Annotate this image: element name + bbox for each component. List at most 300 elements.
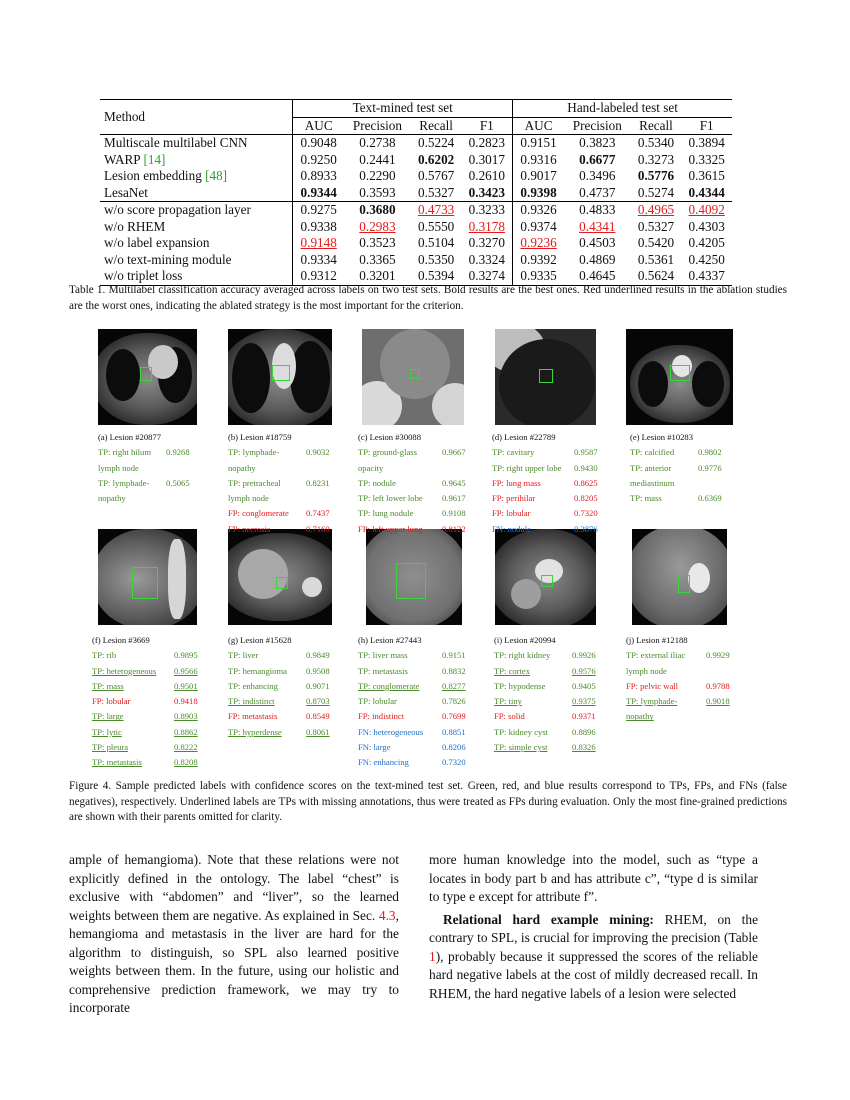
confidence-score: 0.8903 — [174, 711, 198, 722]
metric-header: AUC — [293, 117, 344, 135]
table-cell: 0.2610 — [468, 168, 505, 183]
confidence-score: 0.9501 — [174, 680, 198, 691]
table-cell: 0.3680 — [359, 202, 396, 217]
label-text: TP: metastasis — [92, 757, 142, 768]
predicted-label — [358, 491, 470, 506]
table-cell: 0.5327 — [637, 218, 675, 234]
lesion-box-c — [410, 369, 420, 379]
confidence-score: 0.9418 — [174, 696, 198, 707]
table-row — [100, 252, 732, 269]
panel-title: (e) Lesion #10283 — [630, 432, 694, 442]
table-cell: 0.3894 — [688, 135, 725, 150]
panel-title: (d) Lesion #22789 — [492, 432, 556, 442]
label-text: TP: lymphade- — [98, 477, 150, 488]
ct-image-f — [98, 529, 197, 625]
confidence-score: 0.7320 — [574, 508, 598, 519]
panel-title: (f) Lesion #3669 — [92, 635, 150, 645]
method-name: LesaNet — [104, 184, 148, 200]
confidence-score: 0.9032 — [306, 447, 330, 458]
ct-image-a — [98, 329, 197, 425]
predicted-label — [358, 679, 474, 694]
confidence-score: 0.8061 — [306, 726, 330, 737]
metric-header: F1 — [479, 117, 494, 133]
confidence-score: 0.9071 — [306, 680, 330, 691]
table-cell: 0.9398 — [520, 184, 557, 200]
table-cell: 0.3823 — [579, 135, 616, 150]
table-row — [100, 168, 732, 185]
table-cell: 0.3615 — [688, 168, 725, 183]
predicted-label — [492, 461, 604, 476]
table-cell: 0.4337 — [688, 268, 725, 283]
label-text: TP: lytic — [92, 726, 122, 737]
ct-image-i — [495, 529, 596, 625]
confidence-score: 0.9375 — [572, 696, 596, 707]
confidence-score: 0.9926 — [572, 650, 596, 661]
predicted-label — [98, 461, 200, 476]
panel-d-labels — [492, 430, 604, 537]
confidence-score: 0.8205 — [574, 493, 598, 504]
confidence-score: 0.8277 — [442, 680, 466, 691]
label-text: nopathy — [98, 493, 126, 504]
table-cell: 0.4503 — [579, 235, 616, 250]
label-text: TP: mass — [630, 493, 662, 504]
table-cell: 0.5104 — [417, 235, 455, 250]
confidence-score: 0.7437 — [306, 508, 330, 519]
confidence-score: 0.9405 — [572, 680, 596, 691]
label-text: lymph node — [98, 462, 139, 473]
predicted-label — [228, 522, 334, 537]
metric-header: Recall — [639, 117, 673, 133]
table-cell: 0.3178 — [468, 218, 505, 234]
table-cell: 0.9275 — [300, 202, 337, 217]
method-name: w/o score propagation layer — [100, 202, 293, 219]
confidence-score: 0.7826 — [442, 696, 466, 707]
table-cell: 0.5420 — [637, 235, 675, 250]
label-text: FP: necrosis — [228, 523, 271, 534]
label-text: TP: indistinct — [228, 696, 275, 707]
group-header-text-mined: Text-mined test set — [293, 100, 513, 118]
confidence-score: 0.9617 — [442, 493, 466, 504]
predicted-label — [228, 506, 334, 521]
confidence-score: 0.9667 — [442, 447, 466, 458]
table-cell: 0.2738 — [359, 135, 396, 150]
table-cell: 0.9334 — [300, 251, 337, 267]
table-cell: 0.4965 — [637, 202, 675, 217]
lesion-box-d — [539, 369, 553, 383]
paragraph-right-1: more human knowledge into the model, such as “type a locates in body part b and has attribute c”, “type d is similar to type e except for attribute f”. — [429, 852, 758, 904]
predicted-label — [494, 694, 604, 709]
body-column-left — [69, 851, 399, 1018]
section-ref-link[interactable]: 4.3 — [378, 907, 396, 923]
confidence-score: 0.9108 — [442, 508, 466, 519]
confidence-score: 0.9151 — [442, 650, 466, 661]
table-row — [100, 219, 732, 236]
label-text: opacity — [358, 462, 384, 473]
table-cell: 0.4303 — [688, 218, 725, 234]
predicted-label — [228, 725, 336, 740]
predicted-label — [228, 445, 334, 460]
lesion-box-i — [541, 575, 553, 587]
table-cell: 0.3233 — [468, 202, 505, 217]
predicted-label — [492, 476, 604, 491]
label-text: TP: pleura — [92, 742, 129, 753]
table-cell: 0.4092 — [688, 202, 725, 217]
table-cell: 0.6202 — [417, 151, 455, 167]
label-text: TP: calcified — [630, 447, 675, 458]
predicted-label — [358, 709, 474, 724]
table-cell: 0.6677 — [579, 151, 616, 167]
confidence-score: 0.9929 — [706, 650, 730, 661]
table-cell: 0.5776 — [637, 168, 675, 183]
table-cell: 0.2983 — [359, 218, 396, 234]
table-cell: 0.3274 — [468, 268, 505, 283]
predicted-label — [92, 725, 206, 740]
table-cell: 0.4250 — [688, 251, 725, 267]
predicted-label — [626, 709, 738, 724]
ct-image-j — [632, 529, 727, 625]
table-cell: 0.9250 — [300, 151, 337, 167]
table-cell: 0.3017 — [468, 151, 505, 167]
label-text: TP: right kidney — [494, 650, 551, 661]
table-cell: 0.9374 — [520, 218, 557, 234]
label-text: FN: large — [358, 742, 391, 753]
label-text: FP: lobular — [492, 508, 531, 519]
predicted-label — [626, 648, 738, 663]
table-cell: 0.5767 — [417, 168, 455, 183]
text-run: , hemangioma and metastasis in the liver are hard for the algorithm to distinguish, so SPL also learned positive weights between them. In the future, using our holistic and comprehensive prediction framework, we may try to incorporate — [69, 907, 399, 1015]
predicted-label — [228, 679, 336, 694]
ct-image-d — [495, 329, 596, 425]
table-ref-link[interactable]: 1 — [429, 948, 436, 964]
panel-j-labels — [626, 633, 738, 725]
text-run: ample of hemangioma). Note that these relations were not explicitly defined in the ontology. The label “chest” is exclusive with “abdomen” and “liver”, so the learned weights between them are negative. As explained in Sec. — [69, 852, 399, 923]
confidence-score: 0.8222 — [174, 742, 198, 753]
label-text: FN: enhancing — [358, 757, 409, 768]
panel-title: (j) Lesion #12188 — [626, 635, 688, 645]
table-cell: 0.9151 — [520, 135, 557, 150]
table-cell: 0.2290 — [359, 168, 396, 183]
label-text: TP: heterogeneous — [92, 665, 157, 676]
label-text: FN: nodule — [492, 523, 531, 534]
table-cell: 0.3523 — [359, 235, 396, 250]
predicted-label — [494, 664, 604, 679]
confidence-score: 0.7160 — [306, 523, 330, 534]
label-text: nopathy — [228, 462, 256, 473]
predicted-label — [358, 476, 470, 491]
lesion-box-g — [276, 577, 288, 589]
table-cell: 0.9326 — [520, 202, 557, 217]
label-text: nopathy — [626, 711, 654, 722]
label-text: TP: hyperdense — [228, 726, 282, 737]
label-text: TP: pretracheal — [228, 477, 281, 488]
label-text: TP: cortex — [494, 665, 531, 676]
confidence-score: 0.8326 — [572, 742, 596, 753]
group-header-hand-labeled: Hand-labeled test set — [513, 100, 732, 118]
table-cell: 0.9392 — [520, 251, 557, 267]
confidence-score: 0.9788 — [706, 680, 730, 691]
label-text: FP: metastasis — [228, 711, 278, 722]
table-cell: 0.4737 — [579, 184, 616, 200]
metric-header: Precision — [352, 117, 402, 133]
panel-title: (h) Lesion #27443 — [358, 635, 422, 645]
lesion-box-b — [272, 365, 290, 381]
predicted-label — [228, 491, 334, 506]
table-cell: 0.5624 — [637, 268, 675, 283]
confidence-score: 0.7699 — [442, 711, 466, 722]
method-name: WARP [14] — [104, 151, 166, 167]
predicted-label — [98, 491, 200, 506]
table-cell: 0.4869 — [579, 251, 616, 267]
table-cell: 0.9335 — [520, 268, 557, 283]
table-row — [100, 152, 732, 169]
confidence-score: 0.9587 — [574, 447, 598, 458]
table-cell: 0.3423 — [468, 184, 505, 200]
table-cell: 0.5224 — [417, 135, 455, 150]
label-text: TP: left lower lobe — [358, 493, 423, 504]
confidence-score: 0.3876 — [574, 523, 598, 534]
predicted-label — [358, 694, 474, 709]
predicted-label — [492, 491, 604, 506]
paragraph-right-2 — [429, 911, 758, 1004]
table-cell: 0.2823 — [468, 135, 505, 150]
label-text: mediastinum — [630, 477, 675, 488]
predicted-label — [494, 648, 604, 663]
confidence-score: 0.8832 — [442, 665, 466, 676]
table-cell: 0.4341 — [579, 218, 616, 234]
panel-i-labels — [494, 633, 604, 755]
panel-title: (a) Lesion #20877 — [98, 432, 162, 442]
label-text: FP: lung mass — [492, 477, 541, 488]
text-run: ), probably because it suppressed the scores of the reliable hard negative labels at the cost of mildly decreased recall. In RHEM, the hard negative labels of a lesion were selected — [429, 948, 758, 1001]
table-cell: 0.5274 — [637, 184, 675, 200]
table-cell: 0.5350 — [417, 251, 455, 267]
label-text: FP: perihilar — [492, 493, 536, 504]
results-table — [100, 99, 732, 286]
confidence-score: 0.9430 — [574, 462, 598, 473]
table-cell: 0.9148 — [300, 235, 337, 250]
predicted-label — [630, 445, 742, 460]
confidence-score: 0.8851 — [442, 726, 466, 737]
panel-h-labels — [358, 633, 474, 771]
label-text: FP: left upper lung — [358, 523, 423, 534]
label-text: TP: liver mass — [358, 650, 408, 661]
label-text: TP: large — [92, 711, 124, 722]
table-cell: 0.4733 — [417, 202, 455, 217]
panel-a-labels — [98, 430, 200, 506]
label-text: TP: lobular — [358, 696, 397, 707]
confidence-score: 0.9802 — [698, 447, 722, 458]
predicted-label — [494, 725, 604, 740]
table-cell: 0.9048 — [300, 135, 337, 150]
label-text: FP: pelvic wall — [626, 680, 679, 691]
panel-title: (c) Lesion #30088 — [358, 432, 422, 442]
confidence-score: 0.9849 — [306, 650, 330, 661]
table-caption: Table 1. Multilabel classification accuracy averaged across labels on two test sets. Bold results are the best ones. Red underlined results in the ablation studies are the worst ones, indicating the ablated strategy is the most important for the criterion. — [69, 284, 787, 312]
predicted-label — [358, 725, 474, 740]
predicted-label — [358, 740, 474, 755]
predicted-label — [98, 445, 200, 460]
table-cell: 0.4205 — [688, 235, 725, 250]
lesion-box-e — [670, 365, 690, 381]
confidence-score: 0.8122 — [442, 523, 466, 534]
table-cell: 0.9316 — [520, 151, 557, 167]
label-text: FP: lobular — [92, 696, 131, 707]
confidence-score: 0.9371 — [572, 711, 596, 722]
label-text: TP: kidney cyst — [494, 726, 548, 737]
panel-f-labels — [92, 633, 206, 771]
predicted-label — [92, 755, 206, 770]
predicted-label — [92, 694, 206, 709]
label-text: TP: nodule — [358, 477, 396, 488]
method-name: Lesion embedding [48] — [104, 168, 228, 183]
predicted-label — [228, 648, 336, 663]
metric-header: Precision — [572, 117, 622, 133]
predicted-label — [630, 476, 742, 491]
label-text: TP: metastasis — [358, 665, 408, 676]
label-text: TP: tiny — [494, 696, 522, 707]
label-text: TP: rib — [92, 650, 117, 661]
panel-title: (g) Lesion #15628 — [228, 635, 292, 645]
confidence-score: 0.8549 — [306, 711, 330, 722]
predicted-label — [228, 694, 336, 709]
label-text: TP: external iliac — [626, 650, 686, 661]
table-cell: 0.4344 — [688, 184, 725, 200]
predicted-label — [358, 461, 470, 476]
predicted-label — [494, 740, 604, 755]
table-cell: 0.3325 — [688, 151, 725, 167]
confidence-score: 0.7320 — [442, 757, 466, 768]
predicted-label — [492, 445, 604, 460]
confidence-score: 0.8625 — [574, 477, 598, 488]
confidence-score: 0.8862 — [174, 726, 198, 737]
confidence-score: 0.9566 — [174, 665, 198, 676]
method-name: w/o RHEM — [104, 218, 166, 234]
label-text: TP: right upper lobe — [492, 462, 562, 473]
label-text: lymph node — [228, 493, 269, 504]
predicted-label — [358, 506, 470, 521]
table-cell: 0.4645 — [579, 268, 616, 283]
predicted-label — [630, 461, 742, 476]
table-row — [100, 235, 732, 252]
predicted-label — [358, 445, 470, 460]
table-cell: 0.2441 — [359, 151, 396, 167]
label-text: TP: cavitary — [492, 447, 535, 458]
confidence-score: 0.9508 — [306, 665, 330, 676]
confidence-score: 0.8703 — [306, 696, 330, 707]
lesion-box-h — [396, 563, 426, 599]
predicted-label — [492, 522, 604, 537]
ct-image-h — [366, 529, 462, 625]
label-text: TP: lymphade- — [626, 696, 678, 707]
confidence-score: 0.8208 — [174, 757, 198, 768]
figure-caption: Figure 4. Sample predicted labels with confidence scores on the text-mined test set. Green, red, and blue results correspond to TPs, FPs, and FNs (false negatives), respectively. Underlined labels are TPs with missing annotations, thus were treated as FPs during evaluation. Only the most fine-grained predictions are shown with their parents omitted for clarity. — [69, 780, 787, 823]
confidence-score: 0.9576 — [572, 665, 596, 676]
table-cell: 0.4833 — [579, 202, 616, 217]
panel-e-labels — [630, 430, 742, 506]
table-cell: 0.3201 — [359, 268, 396, 283]
label-text: TP: ground-glass — [358, 447, 417, 458]
label-text: TP: hypodense — [494, 680, 546, 691]
table-cell: 0.9236 — [520, 235, 557, 250]
label-text: TP: lymphade- — [228, 447, 280, 458]
lesion-box-f — [132, 567, 158, 599]
confidence-score: 0.6369 — [698, 493, 722, 504]
body-column-right — [429, 851, 758, 1003]
method-header: Method — [100, 100, 293, 135]
confidence-score: 0.8896 — [572, 726, 596, 737]
label-text: lymph node — [626, 665, 667, 676]
table-cell: 0.3324 — [468, 251, 505, 267]
label-text: TP: right hilum — [98, 447, 151, 458]
predicted-label — [92, 679, 206, 694]
ct-image-e — [626, 329, 733, 425]
confidence-score: 0.5065 — [166, 477, 190, 488]
label-text: FP: conglomerate — [228, 508, 289, 519]
table-cell: 0.5340 — [637, 135, 675, 150]
table-row — [100, 202, 732, 219]
panel-title: (i) Lesion #20994 — [494, 635, 556, 645]
text-run: RHEM, on the contrary to SPL, is crucial for improving the precision (Table — [429, 911, 759, 945]
table-cell: 0.5327 — [417, 184, 455, 200]
panel-c-labels — [358, 430, 470, 537]
predicted-label — [358, 664, 474, 679]
table-row — [100, 135, 732, 152]
ct-image-g — [228, 529, 332, 625]
predicted-label — [626, 679, 738, 694]
method-name: w/o label expansion — [104, 235, 210, 250]
ct-image-b — [228, 329, 332, 425]
metric-header: AUC — [513, 117, 564, 135]
label-text: TP: conglomerate — [358, 680, 420, 691]
confidence-score: 0.9645 — [442, 477, 466, 488]
table-cell: 0.3273 — [637, 151, 675, 167]
lesion-box-j — [678, 575, 690, 593]
table-cell: 0.9017 — [520, 168, 557, 183]
table-cell: 0.5394 — [417, 268, 455, 283]
predicted-label — [228, 461, 334, 476]
table-cell: 0.3365 — [359, 251, 396, 267]
confidence-score: 0.8206 — [442, 742, 466, 753]
table-cell: 0.5361 — [637, 251, 675, 267]
table-cell: 0.9344 — [300, 184, 337, 200]
predicted-label — [98, 476, 200, 491]
predicted-label — [92, 740, 206, 755]
predicted-label — [494, 679, 604, 694]
table-cell: 0.3270 — [468, 235, 505, 250]
label-text: TP: anterior — [630, 462, 672, 473]
predicted-label — [626, 694, 738, 709]
panel-title: (b) Lesion #18759 — [228, 432, 292, 442]
predicted-label — [358, 522, 470, 537]
table-cell: 0.3593 — [359, 184, 396, 200]
confidence-score: 0.9776 — [698, 462, 722, 473]
predicted-label — [358, 755, 474, 770]
citation-link[interactable]: [14] — [143, 151, 166, 167]
method-name: w/o triplet loss — [100, 268, 293, 285]
citation-link[interactable]: [48] — [205, 168, 228, 183]
predicted-label — [228, 664, 336, 679]
table-cell: 0.8933 — [300, 168, 337, 183]
predicted-label — [92, 648, 206, 663]
table-cell: 0.9338 — [300, 218, 337, 234]
predicted-label — [228, 476, 334, 491]
table-row — [100, 185, 732, 202]
method-name: Multiscale multilabel CNN — [100, 135, 293, 152]
label-text: FP: indistinct — [358, 711, 405, 722]
predicted-label — [626, 664, 738, 679]
confidence-score: 0.8231 — [306, 477, 330, 488]
table-cell: 0.9312 — [300, 268, 337, 283]
